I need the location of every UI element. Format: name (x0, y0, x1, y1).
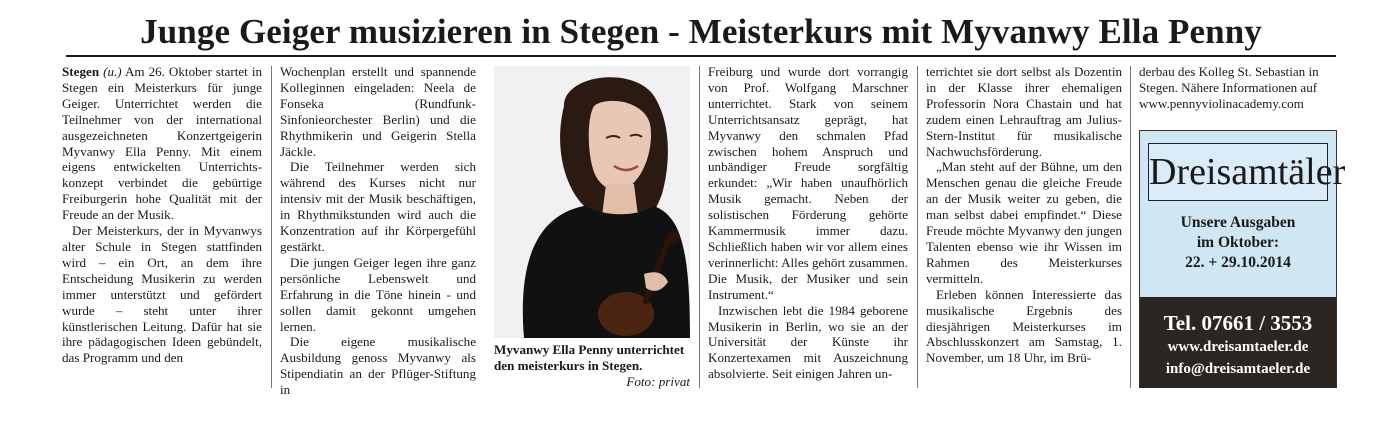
caption-text: Myvanwy Ella Penny unterrichtet den meisterkurs in Stegen. (494, 342, 685, 373)
author-tag: (u.) (103, 64, 122, 79)
portrait-illustration (494, 66, 690, 338)
article-column-5 (1139, 64, 1339, 112)
article-paragraph: Der Meisterkurs, der in Myvanwys alter Schule in Stegen stattfinden wird – ein Ort, an dem ihre Entscheidung Musikerin zu werden immer unterstützt und gefördert wurde – steht unter ihrer künstlerischen Leitung. Dafür hat sie ihre pädagogischen Ideen gebündelt, das Programm und den (62, 223, 262, 366)
dreisamtaeler-advertisement (1139, 130, 1346, 388)
headline-rule (66, 55, 1336, 57)
headline: Junge Geiger musizieren in Stegen - Meisterkurs mit Myvanwy Ella Penny (140, 12, 1262, 51)
article-column-3 (708, 64, 908, 382)
article-paragraph: Inzwischen lebt die 1984 geborene Musikerin in Berlin, wo sie an der Universität der Künste ihr Konzertexamen mit Auszeichnung absolvierte. Seit einigen Jahren un- (708, 302, 908, 382)
article-paragraph: Die Teilnehmer werden sich während des Kurses nicht nur intensiv mit der Musik beschäftigen, in Rhythmikstunden wird auch die Konzentration auf ihr Körpergefühl gestärkt. (280, 159, 476, 254)
article-paragraph: derbau des Kolleg St. Sebastian in Stegen. Nähere Informationen auf www.pennyviolinacademy.com (1139, 64, 1319, 111)
article-paragraph: Die jungen Geiger legen ihre ganz persönliche Lebenswelt und Erfahrung in die Töne hinein - und sollen damit gekonnt umgehen lernen. (280, 254, 476, 334)
article-paragraph: Erleben können Interessierte das musikalische Ergebnis des diesjährigen Meisterkurses im Abschlusskonzert am Samstag, 1. November, um 18 Uhr, im Brü- (926, 286, 1122, 366)
article-paragraph: „Man steht auf der Bühne, um den Menschen genau die gleiche Freude an der Musik weiter zu geben, die man selbst dabei empfindet.“ Diese Freude möchte Myvanwy den jungen Talenten ebenso wie ihr Wissen im Rahmen des Meisterkurses vermitteln. (926, 159, 1122, 286)
article-paragraph: Die eigene musikalische Ausbildung genoss Myvanwy als Stipendiatin an der Pflüger-Stiftung in (280, 334, 476, 398)
article-column-1 (62, 64, 262, 366)
article-column-4 (926, 64, 1122, 366)
column-divider (699, 66, 700, 388)
ad-issue-dates (1140, 213, 1336, 273)
column-divider (917, 66, 918, 388)
column-divider (1130, 66, 1131, 388)
ad-line-2: im Oktober: (1196, 234, 1280, 251)
ad-phone: Tel. 07661 / 3553 (1163, 311, 1313, 335)
article-paragraph (62, 64, 262, 223)
portrait-photo (494, 66, 690, 338)
photo-credit: Foto: privat (626, 374, 690, 389)
ad-email-link[interactable]: info@dreisamtaeler.de (1165, 361, 1311, 377)
ad-logo-title: Dreisamtäler (1148, 143, 1328, 201)
ad-contact-block (1140, 297, 1336, 388)
ad-line-3: 22. + 29.10.2014 (1185, 254, 1291, 271)
ad-website-link[interactable]: www.dreisamtaeler.de (1167, 339, 1309, 355)
column-divider (271, 66, 272, 388)
paragraph-text: Am 26. Oktober startet in Stegen ein Meisterkurs für junge Geiger. Unterrichtet werden die Teilnehmer von der international ausgezeichneten Konzertgeigerin Myvanwy Ella Penny. Mit einem eigens entwickelten Unterrichts-konzept verbindet die gebürtige Freiburgerin hohe Qualität mit der Freude an der Musik. (62, 64, 262, 223)
article-paragraph: Wochenplan erstellt und spannende Kolleginnen eingeladen: Neela de Fonseka (Rundfunk-Sinfonieorchester Berlin) und die Rhythmikerin und Geigerin Stella Jäckle. (280, 64, 476, 159)
dateline: Stegen (62, 64, 100, 79)
article-paragraph: Freiburg und wurde dort vorrangig von Prof. Wolfgang Marschner unterrichtet. Stark von seinem Unterrichtsansatz geprägt, hat Myvanwy den schmalen Pfad zwischen hohem Anspruch und unbändiger Freude sorgfältig erkundet: „Wir haben unaufhörlich Musik gemacht. Neben der solistischen Förderung gehörte Kammermusik immer dazu. Schließlich haben wir vor allem eines verinnerlicht: Alles gehört zusammen. Die Musik, der Musiker und sein Instrument.“ (708, 64, 908, 302)
photo-caption (494, 342, 690, 390)
article-paragraph: terrichtet sie dort selbst als Dozentin in der Klasse ihrer ehemaligen Professorin Nora Chastain und hat zudem einen Lehrauftrag am Julius-Stern-Institut für musikalische Nachwuchsförderung. (926, 64, 1122, 159)
article-column-2 (280, 64, 476, 398)
ad-line-1: Unsere Ausgaben (1180, 214, 1296, 231)
